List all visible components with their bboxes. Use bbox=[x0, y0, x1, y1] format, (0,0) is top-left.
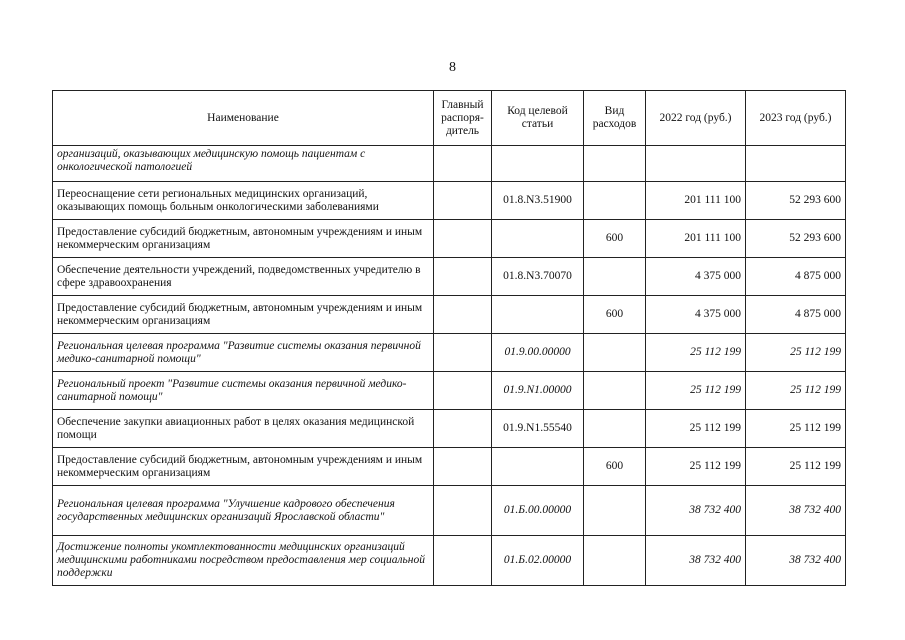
row-code-cell bbox=[492, 296, 584, 334]
row-name-cell: Предоставление субсидий бюджетным, автономным учреждениям и иным некоммерческим организациям bbox=[53, 296, 434, 334]
table-row bbox=[53, 448, 846, 486]
row-manager-cell bbox=[434, 220, 492, 258]
row-code-cell: 01.Б.02.00000 bbox=[492, 536, 584, 586]
row-code-cell bbox=[492, 448, 584, 486]
header-code: Код целевой статьи bbox=[492, 91, 584, 146]
row-2022-cell: 201 111 100 bbox=[646, 182, 746, 220]
row-manager-cell bbox=[434, 334, 492, 372]
row-2022-cell: 4 375 000 bbox=[646, 296, 746, 334]
row-name-cell: Региональный проект "Развитие системы оказания первичной медико-санитарной помощи" bbox=[53, 372, 434, 410]
row-manager-cell bbox=[434, 372, 492, 410]
row-name-cell: Предоставление субсидий бюджетным, автономным учреждениям и иным некоммерческим организациям bbox=[53, 220, 434, 258]
row-2023-cell: 25 112 199 bbox=[746, 372, 846, 410]
header-2022: 2022 год (руб.) bbox=[646, 91, 746, 146]
header-2023: 2023 год (руб.) bbox=[746, 91, 846, 146]
row-name-cell: организаций, оказывающих медицинскую помощь пациентам с онкологической патологией bbox=[53, 146, 434, 182]
row-manager-cell bbox=[434, 146, 492, 182]
row-2023-cell: 4 875 000 bbox=[746, 296, 846, 334]
row-2022-cell: 38 732 400 bbox=[646, 536, 746, 586]
table-row bbox=[53, 536, 846, 586]
header-manager: Главный распоря-дитель bbox=[434, 91, 492, 146]
row-name-cell: Региональная целевая программа "Развитие системы оказания первичной медико-санитарной помощи" bbox=[53, 334, 434, 372]
table-row bbox=[53, 182, 846, 220]
row-kind-cell: 600 bbox=[584, 220, 646, 258]
row-manager-cell bbox=[434, 448, 492, 486]
row-name-cell: Региональная целевая программа "Улучшение кадрового обеспечения государственных медицинских организаций Ярославской области" bbox=[53, 486, 434, 536]
row-2023-cell: 38 732 400 bbox=[746, 536, 846, 586]
header-kind: Вид расходов bbox=[584, 91, 646, 146]
row-2023-cell: 25 112 199 bbox=[746, 334, 846, 372]
row-manager-cell bbox=[434, 410, 492, 448]
row-kind-cell: 600 bbox=[584, 296, 646, 334]
row-kind-cell bbox=[584, 410, 646, 448]
table-row bbox=[53, 410, 846, 448]
row-kind-cell bbox=[584, 146, 646, 182]
row-code-cell: 01.9.N1.55540 bbox=[492, 410, 584, 448]
row-code-cell: 01.8.N3.51900 bbox=[492, 182, 584, 220]
row-2023-cell bbox=[746, 146, 846, 182]
row-code-cell: 01.8.N3.70070 bbox=[492, 258, 584, 296]
row-2022-cell: 4 375 000 bbox=[646, 258, 746, 296]
row-kind-cell bbox=[584, 258, 646, 296]
row-code-cell: 01.9.N1.00000 bbox=[492, 372, 584, 410]
table-row bbox=[53, 146, 846, 182]
row-manager-cell bbox=[434, 296, 492, 334]
row-2022-cell: 201 111 100 bbox=[646, 220, 746, 258]
row-2022-cell: 25 112 199 bbox=[646, 334, 746, 372]
row-kind-cell bbox=[584, 334, 646, 372]
table-row bbox=[53, 334, 846, 372]
row-2023-cell: 25 112 199 bbox=[746, 410, 846, 448]
row-2023-cell: 38 732 400 bbox=[746, 486, 846, 536]
table-row bbox=[53, 220, 846, 258]
row-name-cell: Обеспечение закупки авиационных работ в целях оказания медицинской помощи bbox=[53, 410, 434, 448]
row-2022-cell: 38 732 400 bbox=[646, 486, 746, 536]
row-kind-cell bbox=[584, 536, 646, 586]
row-2023-cell: 52 293 600 bbox=[746, 220, 846, 258]
row-kind-cell bbox=[584, 372, 646, 410]
row-code-cell: 01.Б.00.00000 bbox=[492, 486, 584, 536]
table-row bbox=[53, 296, 846, 334]
row-2022-cell: 25 112 199 bbox=[646, 410, 746, 448]
header-name: Наименование bbox=[53, 91, 434, 146]
budget-table bbox=[52, 90, 846, 586]
row-2023-cell: 25 112 199 bbox=[746, 448, 846, 486]
row-name-cell: Переоснащение сети региональных медицинских организаций, оказывающих помощь больным онкологическими заболеваниями bbox=[53, 182, 434, 220]
row-2022-cell bbox=[646, 146, 746, 182]
row-2023-cell: 52 293 600 bbox=[746, 182, 846, 220]
row-manager-cell bbox=[434, 536, 492, 586]
row-manager-cell bbox=[434, 486, 492, 536]
row-code-cell bbox=[492, 146, 584, 182]
table-row bbox=[53, 486, 846, 536]
row-kind-cell bbox=[584, 486, 646, 536]
row-manager-cell bbox=[434, 258, 492, 296]
row-kind-cell bbox=[584, 182, 646, 220]
row-manager-cell bbox=[434, 182, 492, 220]
page-number: 8 bbox=[449, 60, 456, 75]
row-2023-cell: 4 875 000 bbox=[746, 258, 846, 296]
table-header-row bbox=[53, 91, 846, 146]
row-2022-cell: 25 112 199 bbox=[646, 372, 746, 410]
row-code-cell: 01.9.00.00000 bbox=[492, 334, 584, 372]
row-kind-cell: 600 bbox=[584, 448, 646, 486]
table-row bbox=[53, 372, 846, 410]
row-name-cell: Обеспечение деятельности учреждений, подведомственных учредителю в сфере здравоохранения bbox=[53, 258, 434, 296]
row-name-cell: Достижение полноты укомплектованности медицинских организаций медицинскими работниками посредством предоставления мер социальной поддержки bbox=[53, 536, 434, 586]
table-row bbox=[53, 258, 846, 296]
row-name-cell: Предоставление субсидий бюджетным, автономным учреждениям и иным некоммерческим организациям bbox=[53, 448, 434, 486]
row-2022-cell: 25 112 199 bbox=[646, 448, 746, 486]
row-code-cell bbox=[492, 220, 584, 258]
